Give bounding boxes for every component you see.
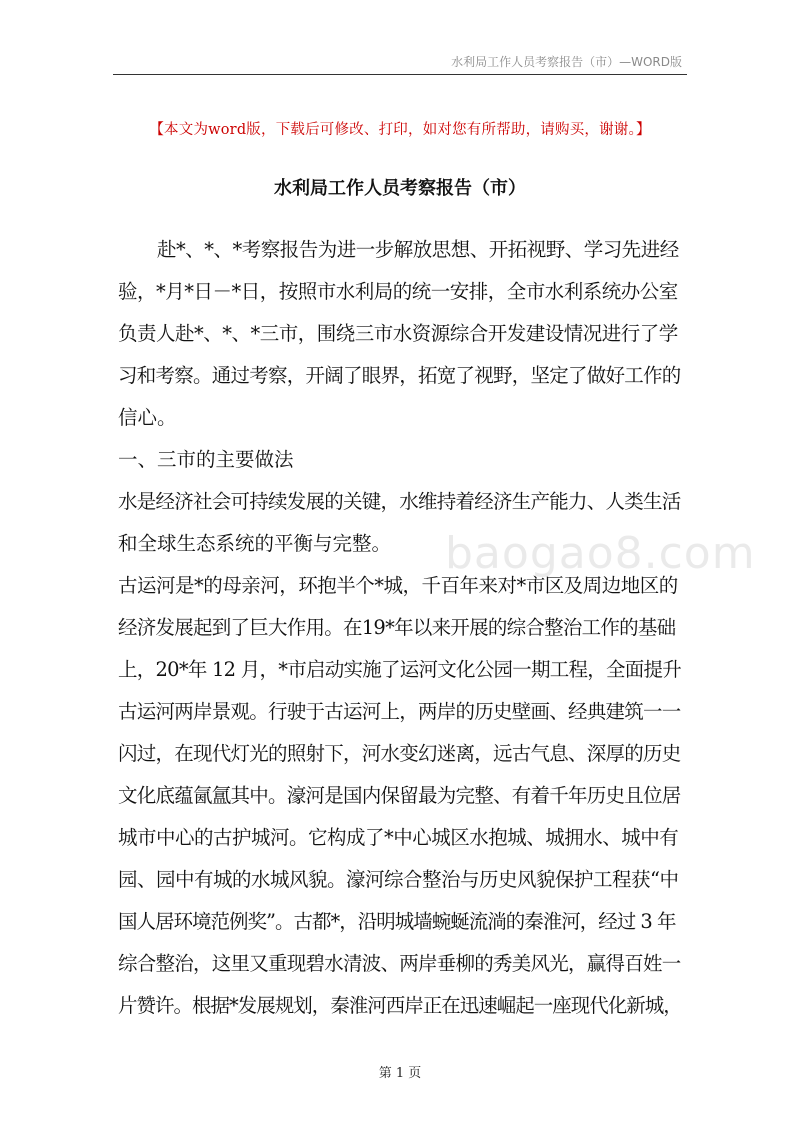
body-line: 负责人赴*、*、*三市，围绕三市水资源综合开发建设情况进行了学 — [118, 322, 678, 345]
body-line: 水是经济社会可持续发展的关键，水维持着经济生产能力、人类生活 — [118, 490, 681, 513]
document-title: 水利局工作人员考察报告（市） — [274, 178, 526, 199]
body-line: 园、园中有城的水城风貌。濠河综合整治与历史风貌保护工程获“中 — [118, 868, 679, 891]
body-line: 古运河是*的母亲河，环抱半个*城，千百年来对*市区及周边地区的 — [118, 574, 678, 597]
body-line: 闪过，在现代灯光的照射下，河水变幻迷离，远古气息、深厚的历史 — [118, 742, 681, 765]
body-line: 综合整治，这里又重现碧水清波、两岸垂柳的秀美风光，赢得百姓一 — [118, 952, 681, 975]
body-line: 信心。 — [118, 406, 177, 429]
header-divider — [113, 74, 687, 75]
body-line: 国人居环境范例奖”。古都*，沿明城墙蜿蜒流淌的秦淮河，经过 3 年 — [118, 910, 676, 933]
body-line: 上，20*年 12 月，*市启动实施了运河文化公园一期工程，全面提升 — [118, 658, 682, 681]
body-line: 经济发展起到了巨大作用。在19*年以来开展的综合整治工作的基础 — [118, 616, 676, 639]
purchase-notice: 【本文为word版，下载后可修改、打印，如对您有所帮助，请购买，谢谢。】 — [149, 122, 651, 138]
body-line: 验，*月*日－*日，按照市水利局的统一安排，全市水利系统办公室 — [118, 280, 678, 303]
body-line: 城市中心的古护城河。它构成了*中心城区水抱城、城拥水、城中有 — [118, 826, 679, 849]
body-line: 文化底蕴氤氲其中。濠河是国内保留最为完整、有着千年历史且位居 — [118, 784, 681, 807]
site-watermark: baogao8.com — [445, 528, 756, 579]
running-header: 水利局工作人员考察报告（市）—WORD版 — [451, 55, 682, 69]
document-body — [118, 229, 682, 1027]
body-line: 习和考察。通过考察，开阔了眼界，拓宽了视野，坚定了做好工作的 — [118, 364, 681, 387]
page-number: 第 1 页 — [378, 1066, 422, 1081]
body-line: 古运河两岸景观。行驶于古运河上，两岸的历史壁画、经典建筑一一 — [118, 700, 681, 723]
body-line: 和全球生态系统的平衡与完整。 — [118, 532, 392, 555]
body-line: 赴*、*、*考察报告为进一步解放思想、开拓视野、学习先进经 — [157, 238, 679, 261]
section-heading: 一、三市的主要做法 — [118, 448, 294, 471]
body-line: 片赞许。根据*发展规划，秦淮河西岸正在迅速崛起一座现代化新城， — [118, 994, 682, 1017]
